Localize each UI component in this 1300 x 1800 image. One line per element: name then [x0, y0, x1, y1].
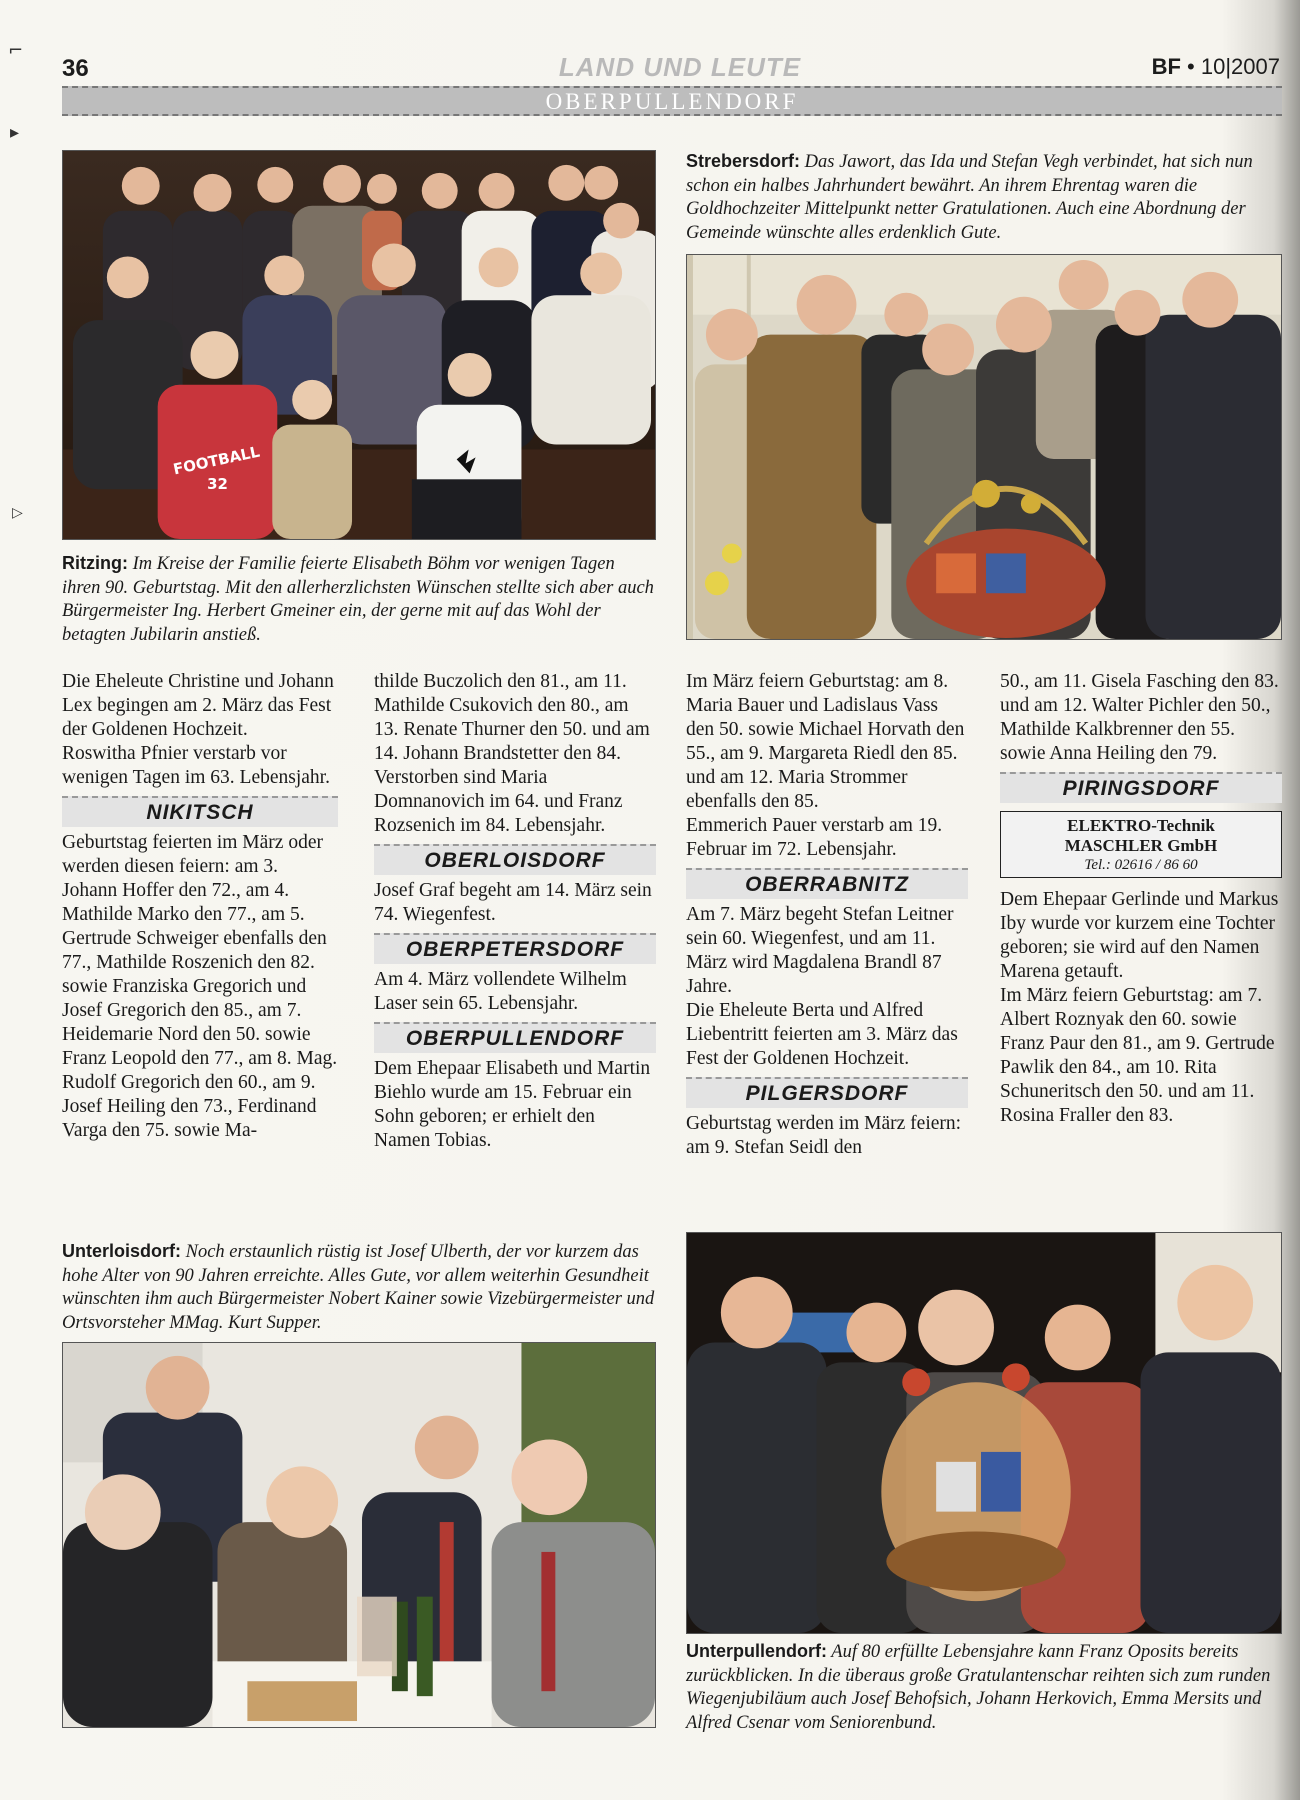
caption-ritzing [62, 552, 656, 647]
article-paragraph: Emmerich Pauer verstarb am 19. Februar im 72. Lebensjahr. [686, 815, 943, 860]
article-paragraph: Josef Graf begeht am 14. März sein 74. Wiegenfest. [374, 880, 652, 925]
caption-place: Strebersdorf: [686, 151, 801, 171]
caption-text: Das Jawort, das Ida und Stefan Vegh verbindet, hat sich nun schon ein halbes Jahrhundert bewährt. An ihrem Ehrentag waren die Goldhochzeiter Mittelpunkt netter Gratulationen. Auch eine Abordnung der Gemeinde wünschte alles erdenklich Gute. [686, 152, 1253, 243]
heading-oberpetersdorf: OBERPETERSDORF [374, 933, 656, 964]
caption-text: Auf 80 erfüllte Lebensjahre kann Franz Oposits bereits zurückblicken. In die überaus große Gratulantenschar reihten sich zum runden Wiegenjubiläum auch Josef Behofsich, Johann Herkovich, Emma Mersits und Alfred Csenar vom Seniorenbund. [686, 1642, 1271, 1733]
article-paragraph: Geburtstag feierten im März oder werden diesen feiern: am 3. Johann Hoffer den 72., am 4. Mathilde Marko den 77., am 5. Gertrude Schweiger ebenfalls den 77., Mathilde Roszenich den 82. sowie Franziska Gregorich und Josef Gregorich den 85., am 7. Heidemarie Nord den 50. sowie Franz Leopold den 77., am 8. Mag. Rudolf Gregorich den 60., am 9. Josef Heiling den 73., Ferdinand Varga den 75. sowie Ma- [62, 832, 338, 1141]
article-paragraph: 50., am 11. Gisela Fasching den 83. und am 12. Walter Pichler den 50., Mathilde Kalkbrenner den 55. sowie Anna Heiling den 79. [1000, 671, 1279, 764]
column-1 [62, 670, 338, 1143]
photo-unterpullendorf-80th-birthday [686, 1232, 1282, 1634]
article-paragraph: Dem Ehepaar Elisabeth und Martin Biehlo wurde am 15. Februar ein Sohn geboren; er erhielt den Namen Tobias. [374, 1058, 651, 1151]
article-paragraph: Roswitha Pfnier verstarb vor wenigen Tagen im 63. Lebensjahr. [62, 743, 330, 788]
article-paragraph: Die Eheleute Berta und Alfred Liebentritt feierten am 3. März das Fest der Goldenen Hochzeit. [686, 1000, 958, 1069]
article-paragraph: Dem Ehepaar Gerlinde und Markus Iby wurde vor kurzem eine Tochter geboren; sie wird auf den Namen Marena getauft. [1000, 889, 1279, 982]
article-paragraph: Die Eheleute Christine und Johann Lex begingen am 2. März das Fest der Goldenen Hochzeit. [62, 671, 334, 740]
photo-strebersdorf-golden-wedding [686, 254, 1282, 640]
issue-separator: • [1187, 54, 1195, 79]
advertisement-box [1000, 811, 1282, 878]
page-number: 36 [62, 55, 89, 82]
ad-phone: Tel.: 02616 / 86 60 [1084, 857, 1198, 873]
column-2 [374, 670, 656, 1153]
article-paragraph: Am 4. März vollendete Wilhelm Laser sein 65. Lebensjahr. [374, 969, 627, 1014]
caption-unterpullendorf [686, 1640, 1282, 1735]
article-paragraph: Im März feiern Geburtstag: am 7. Albert Roznyak den 60. sowie Franz Paur den 81., am 9. Gertrude Pawlik den 84., am 10. Rita Schuneritsch den 50. und am 11. Rosina Fraller den 83. [1000, 985, 1275, 1126]
scan-mark: ▸ [10, 122, 20, 143]
publication-name: BF [1151, 54, 1181, 79]
column-3 [686, 670, 968, 1160]
caption-strebersdorf [686, 150, 1282, 245]
heading-oberrabnitz: OBERRABNITZ [686, 868, 968, 899]
photo-unterloisdorf-90th-birthday [62, 1342, 656, 1728]
caption-text: Im Kreise der Familie feierte Elisabeth Böhm vor wenigen Tagen ihren 90. Geburtstag. Mit den allerherzlichsten Wünschen stellte sich aber auch Bürgermeister Ing. Herbert Gmeiner ein, der gerne mit auf das Wohl der betagten Jubilarin anstieß. [62, 554, 654, 645]
scan-mark: ▷ [12, 505, 23, 521]
ad-line-1: ELEKTRO-Technik [1067, 816, 1215, 835]
scan-mark: ⌐ [8, 40, 24, 61]
region-title: OBERPULLENDORF [545, 89, 799, 114]
column-4 [1000, 670, 1282, 1128]
heading-pilgersdorf: PILGERSDORF [686, 1077, 968, 1108]
caption-place: Unterpullendorf: [686, 1641, 827, 1661]
issue-number: 10|2007 [1200, 54, 1280, 79]
article-paragraph: Im März feiern Geburtstag: am 8. Maria Bauer und Ladislaus Vass den 50. sowie Michael Horvath den 55., am 9. Margareta Riedl den 85. und am 12. Maria Strommer ebenfalls den 85. [686, 671, 965, 812]
heading-piringsdorf: PIRINGSDORF [1000, 772, 1282, 803]
issue-info [1152, 54, 1280, 80]
caption-text: Noch erstaunlich rüstig ist Josef Ulberth, der vor kurzem das hohe Alter von 90 Jahren erreichte. Alles Gute, vor allem weiterhin Gesundheit wünschten ihm auch Bürgermeister Nobert Kainer sowie Vizebürgermeister und Ortsvorsteher MMag. Kurt Supper. [62, 1242, 655, 1333]
caption-place: Unterloisdorf: [62, 1241, 181, 1261]
heading-nikitsch: NIKITSCH [62, 796, 338, 827]
article-paragraph: Am 7. März begeht Stefan Leitner sein 60. Wiegenfest, und am 11. März wird Magdalena Brandl 87 Jahre. [686, 904, 954, 997]
heading-oberloisdorf: OBERLOISDORF [374, 844, 656, 875]
region-banner [62, 86, 1282, 116]
caption-unterloisdorf [62, 1240, 656, 1335]
sweater-print: FOOTBALL [171, 442, 262, 479]
article-paragraph: thilde Buczolich den 81., am 11. Mathilde Csukovich den 80., am 13. Renate Thurner den 50. und am 14. Johann Brandstetter den 84. Verstorben sind Maria Domnanovich im 64. und Franz Rozsenich im 84. Lebensjahr. [374, 671, 650, 836]
section-title: LAND UND LEUTE [558, 52, 802, 82]
caption-place: Ritzing: [62, 553, 128, 573]
sweater-number: 32 [207, 475, 228, 494]
article-paragraph: Geburtstag werden im März feiern: am 9. Stefan Seidl den [686, 1113, 962, 1158]
heading-oberpullendorf: OBERPULLENDORF [374, 1022, 656, 1053]
photo-ritzing-family [62, 150, 656, 540]
ad-line-2: MASCHLER GmbH [1064, 836, 1218, 855]
